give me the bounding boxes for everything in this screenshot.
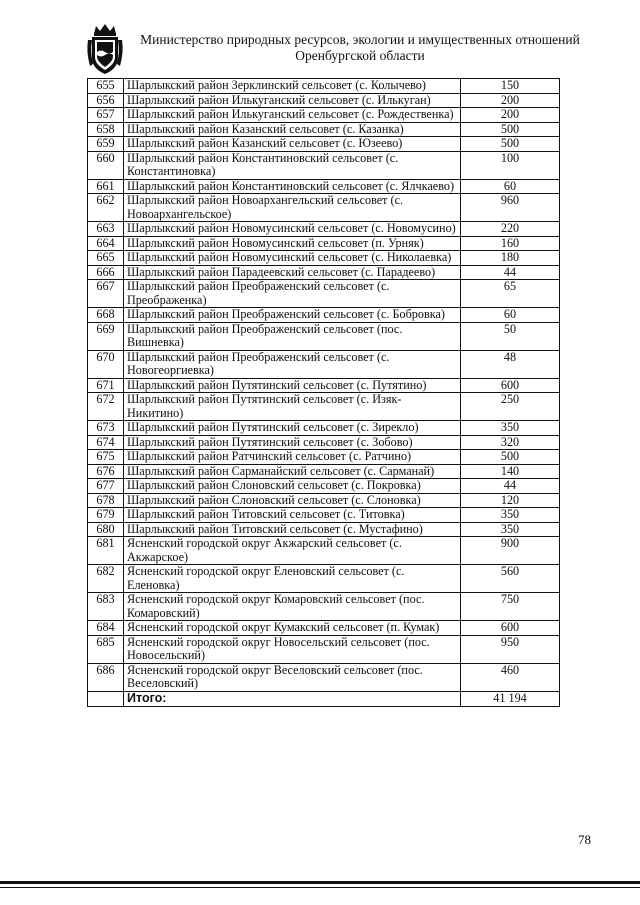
row-number: 675 xyxy=(88,450,124,465)
row-name: Шарлыкский район Илькуганский сельсовет (с. Рождественка) xyxy=(124,108,461,123)
table-row xyxy=(88,79,560,94)
row-number: 672 xyxy=(88,393,124,421)
row-value: 220 xyxy=(461,222,560,237)
table-row xyxy=(88,350,560,378)
row-name: Шарлыкский район Путятинский сельсовет (с. Зобово) xyxy=(124,435,461,450)
row-value: 44 xyxy=(461,265,560,280)
row-number: 667 xyxy=(88,280,124,308)
row-name: Шарлыкский район Казанский сельсовет (с. Казанка) xyxy=(124,122,461,137)
row-value: 100 xyxy=(461,151,560,179)
row-name: Шарлыкский район Новомусинский сельсовет (п. Урняк) xyxy=(124,236,461,251)
table-row xyxy=(88,280,560,308)
row-name: Ясненский городской округ Еленовский сельсовет (с. Еленовка) xyxy=(124,565,461,593)
row-value: 500 xyxy=(461,450,560,465)
row-number: 669 xyxy=(88,322,124,350)
table-row xyxy=(88,251,560,266)
row-value: 600 xyxy=(461,621,560,636)
table-row xyxy=(88,421,560,436)
table-row xyxy=(88,393,560,421)
table-row xyxy=(88,179,560,194)
row-name: Шарлыкский район Новомусинский сельсовет (с. Новомусино) xyxy=(124,222,461,237)
table-row xyxy=(88,537,560,565)
row-value: 65 xyxy=(461,280,560,308)
settlements-table-body xyxy=(88,79,560,707)
row-name: Шарлыкский район Слоновский сельсовет (с. Слоновка) xyxy=(124,493,461,508)
row-value: 50 xyxy=(461,322,560,350)
row-name: Ясненский городской округ Новосельский сельсовет (пос. Новосельский) xyxy=(124,635,461,663)
table-row xyxy=(88,663,560,691)
row-name: Шарлыкский район Зерклинский сельсовет (с. Колычево) xyxy=(124,79,461,94)
row-number: 663 xyxy=(88,222,124,237)
row-name: Шарлыкский район Казанский сельсовет (с. Юзеево) xyxy=(124,137,461,152)
row-value: 900 xyxy=(461,537,560,565)
settlements-table xyxy=(87,78,560,707)
row-name: Шарлыкский район Новоархангельский сельсовет (с. Новоархангельское) xyxy=(124,194,461,222)
table-row xyxy=(88,222,560,237)
row-name: Шарлыкский район Парадеевский сельсовет (с. Парадеево) xyxy=(124,265,461,280)
table-row xyxy=(88,450,560,465)
row-number: 656 xyxy=(88,93,124,108)
table-row xyxy=(88,308,560,323)
table-row xyxy=(88,108,560,123)
row-value: 950 xyxy=(461,635,560,663)
row-value: 960 xyxy=(461,194,560,222)
row-number: 677 xyxy=(88,479,124,494)
row-number: 659 xyxy=(88,137,124,152)
row-value: 60 xyxy=(461,179,560,194)
row-number: 665 xyxy=(88,251,124,266)
row-number: 662 xyxy=(88,194,124,222)
total-label: Итого: xyxy=(124,691,461,706)
row-name: Шарлыкский район Титовский сельсовет (с. Мустафино) xyxy=(124,522,461,537)
table-row xyxy=(88,565,560,593)
row-number: 681 xyxy=(88,537,124,565)
row-value: 160 xyxy=(461,236,560,251)
page-number: 78 xyxy=(578,832,591,847)
table-row xyxy=(88,464,560,479)
row-name: Шарлыкский район Сарманайский сельсовет (с. Сарманай) xyxy=(124,464,461,479)
ministry-title xyxy=(140,32,580,64)
table-row xyxy=(88,593,560,621)
table-row xyxy=(88,93,560,108)
row-number: 680 xyxy=(88,522,124,537)
table-row xyxy=(88,122,560,137)
row-name: Шарлыкский район Преображенский сельсовет (пос. Вишневка) xyxy=(124,322,461,350)
table-row xyxy=(88,479,560,494)
total-value: 41 194 xyxy=(461,691,560,706)
row-number: 660 xyxy=(88,151,124,179)
row-value: 350 xyxy=(461,508,560,523)
row-number: 686 xyxy=(88,663,124,691)
row-value: 560 xyxy=(461,565,560,593)
total-row xyxy=(88,691,560,706)
row-value: 140 xyxy=(461,464,560,479)
row-number: 674 xyxy=(88,435,124,450)
table-row xyxy=(88,378,560,393)
document-header xyxy=(0,20,640,76)
row-name: Шарлыкский район Преображенский сельсовет (с. Бобровка) xyxy=(124,308,461,323)
row-name: Ясненский городской округ Акжарский сельсовет (с. Акжарское) xyxy=(124,537,461,565)
table-row xyxy=(88,151,560,179)
row-value: 44 xyxy=(461,479,560,494)
row-number: 658 xyxy=(88,122,124,137)
row-value: 500 xyxy=(461,122,560,137)
row-number: 682 xyxy=(88,565,124,593)
table-row xyxy=(88,137,560,152)
orenburg-coat-of-arms-icon xyxy=(86,22,124,76)
row-value: 460 xyxy=(461,663,560,691)
row-number: 676 xyxy=(88,464,124,479)
row-name: Шарлыкский район Преображенский сельсовет (с. Преображенка) xyxy=(124,280,461,308)
row-name: Шарлыкский район Путятинский сельсовет (с. Изяк-Никитино) xyxy=(124,393,461,421)
ministry-title-line1: Министерство природных ресурсов, экологии и имущественных отношений xyxy=(140,32,580,47)
row-value: 500 xyxy=(461,137,560,152)
row-number: 655 xyxy=(88,79,124,94)
row-number: 673 xyxy=(88,421,124,436)
row-name: Шарлыкский район Путятинский сельсовет (с. Путятино) xyxy=(124,378,461,393)
row-number: 685 xyxy=(88,635,124,663)
row-number: 678 xyxy=(88,493,124,508)
row-value: 350 xyxy=(461,421,560,436)
row-name: Шарлыкский район Новомусинский сельсовет (с. Николаевка) xyxy=(124,251,461,266)
row-name: Ясненский городской округ Веселовский сельсовет (пос. Веселовский) xyxy=(124,663,461,691)
table-row xyxy=(88,522,560,537)
row-value: 200 xyxy=(461,108,560,123)
row-name: Шарлыкский район Константиновский сельсовет (с. Константиновка) xyxy=(124,151,461,179)
row-name: Шарлыкский район Титовский сельсовет (с. Титовка) xyxy=(124,508,461,523)
row-value: 320 xyxy=(461,435,560,450)
row-name: Шарлыкский район Константиновский сельсовет (с. Ялчкаево) xyxy=(124,179,461,194)
row-value: 750 xyxy=(461,593,560,621)
row-name: Шарлыкский район Илькуганский сельсовет (с. Илькуган) xyxy=(124,93,461,108)
row-name: Шарлыкский район Слоновский сельсовет (с. Покровка) xyxy=(124,479,461,494)
table-row xyxy=(88,635,560,663)
table-row xyxy=(88,493,560,508)
row-value: 48 xyxy=(461,350,560,378)
row-number: 684 xyxy=(88,621,124,636)
footer-rule-thin xyxy=(0,887,640,888)
table-row xyxy=(88,322,560,350)
row-value: 120 xyxy=(461,493,560,508)
total-empty-cell xyxy=(88,691,124,706)
row-value: 250 xyxy=(461,393,560,421)
ministry-title-line2: Оренбургской области xyxy=(295,48,425,63)
row-value: 350 xyxy=(461,522,560,537)
row-number: 679 xyxy=(88,508,124,523)
row-number: 664 xyxy=(88,236,124,251)
row-number: 670 xyxy=(88,350,124,378)
row-number: 683 xyxy=(88,593,124,621)
row-value: 180 xyxy=(461,251,560,266)
row-name: Ясненский городской округ Кумакский сельсовет (п. Кумак) xyxy=(124,621,461,636)
row-name: Шарлыкский район Преображенский сельсовет (с. Новогеоргиевка) xyxy=(124,350,461,378)
row-value: 600 xyxy=(461,378,560,393)
row-number: 661 xyxy=(88,179,124,194)
table-row xyxy=(88,621,560,636)
table-row xyxy=(88,508,560,523)
table-row xyxy=(88,236,560,251)
row-name: Шарлыкский район Путятинский сельсовет (с. Зирекло) xyxy=(124,421,461,436)
row-name: Шарлыкский район Ратчинский сельсовет (с. Ратчино) xyxy=(124,450,461,465)
row-number: 668 xyxy=(88,308,124,323)
row-value: 150 xyxy=(461,79,560,94)
table-row xyxy=(88,265,560,280)
table-row xyxy=(88,435,560,450)
row-number: 666 xyxy=(88,265,124,280)
table-row xyxy=(88,194,560,222)
footer-rule xyxy=(0,881,640,884)
row-name: Ясненский городской округ Комаровский сельсовет (пос. Комаровский) xyxy=(124,593,461,621)
row-value: 200 xyxy=(461,93,560,108)
row-number: 657 xyxy=(88,108,124,123)
row-value: 60 xyxy=(461,308,560,323)
row-number: 671 xyxy=(88,378,124,393)
